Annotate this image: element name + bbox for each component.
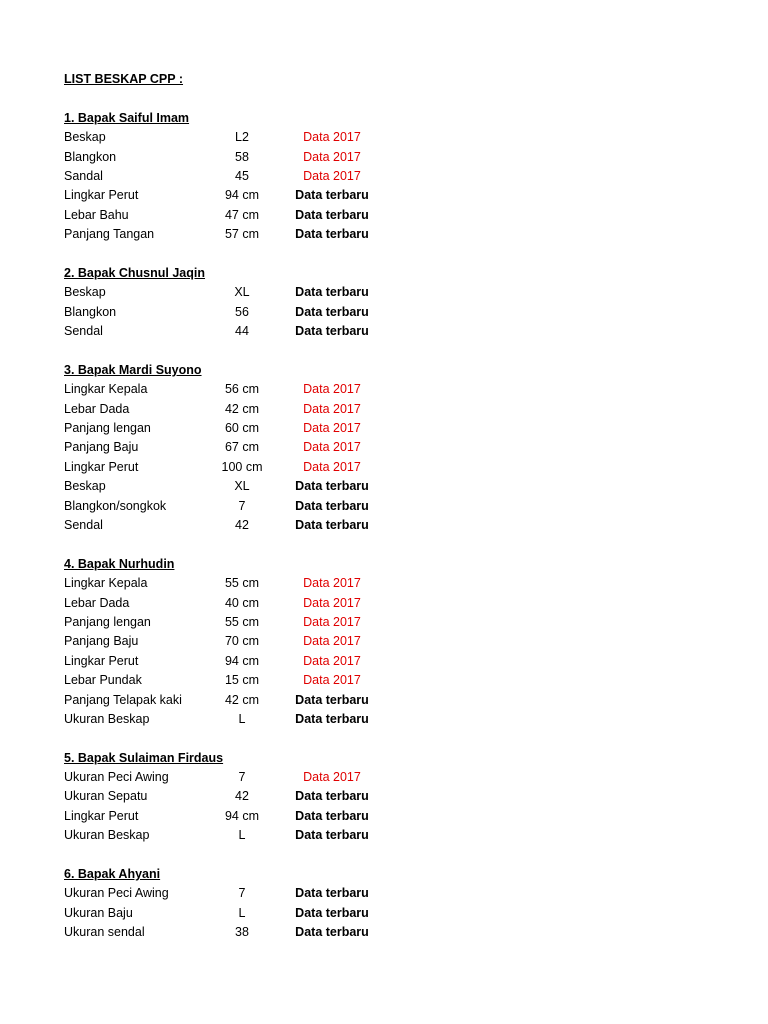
measurement-row xyxy=(64,477,404,496)
measurement-row xyxy=(64,458,404,477)
measurement-value: 7 xyxy=(238,498,246,513)
data-2017-note: Data 2017 xyxy=(303,440,361,455)
measurement-row xyxy=(64,438,404,457)
measurement-label: Ukuran Sepatu xyxy=(64,789,148,804)
measurement-value: 67 cm xyxy=(224,440,260,455)
document-title: LIST BESKAP CPP : xyxy=(64,72,184,86)
measurement-row xyxy=(64,516,404,535)
measurement-label: Lingkar Kepala xyxy=(64,382,148,397)
section-heading: 3. Bapak Mardi Suyono xyxy=(64,362,202,377)
data-latest-note: Data terbaru xyxy=(295,479,369,494)
data-2017-note: Data 2017 xyxy=(303,770,361,785)
measurement-value: L xyxy=(238,711,246,726)
measurement-row xyxy=(64,904,404,923)
measurement-label: Panjang Baju xyxy=(64,440,139,455)
data-2017-note: Data 2017 xyxy=(303,421,361,436)
measurement-label: Lingkar Perut xyxy=(64,808,139,823)
data-2017-note: Data 2017 xyxy=(303,149,361,164)
measurement-label: Beskap xyxy=(64,130,106,145)
data-latest-note: Data terbaru xyxy=(295,828,369,843)
data-latest-note: Data terbaru xyxy=(295,324,369,339)
measurement-label: Panjang Baju xyxy=(64,634,139,649)
section-spacer xyxy=(64,535,404,554)
data-latest-note: Data terbaru xyxy=(295,498,369,513)
measurement-label: Sendal xyxy=(64,517,103,532)
measurement-label: Lingkar Perut xyxy=(64,188,139,203)
measurement-row xyxy=(64,807,404,826)
data-latest-note: Data terbaru xyxy=(295,227,369,242)
measurement-row xyxy=(64,826,404,845)
data-2017-note: Data 2017 xyxy=(303,168,361,183)
measurement-label: Panjang lengan xyxy=(64,421,151,436)
measurement-row xyxy=(64,400,404,419)
section-spacer xyxy=(64,729,404,748)
measurement-value: 56 cm xyxy=(224,382,260,397)
section-heading: 1. Bapak Saiful Imam xyxy=(64,110,190,125)
measurement-row xyxy=(64,148,404,167)
measurement-row xyxy=(64,923,404,942)
measurement-row xyxy=(64,594,404,613)
measurement-value: L xyxy=(238,905,246,920)
section-spacer xyxy=(64,89,404,108)
measurement-row xyxy=(64,419,404,438)
data-latest-note: Data terbaru xyxy=(295,517,369,532)
data-latest-note: Data terbaru xyxy=(295,789,369,804)
measurement-label: Lebar Bahu xyxy=(64,207,129,222)
measurement-value: 40 cm xyxy=(224,595,260,610)
measurement-label: Sendal xyxy=(64,324,103,339)
section-heading: 2. Bapak Chusnul Jaqin xyxy=(64,265,206,280)
data-2017-note: Data 2017 xyxy=(303,401,361,416)
data-latest-note: Data terbaru xyxy=(295,207,369,222)
measurement-value: 38 xyxy=(235,925,249,940)
data-2017-note: Data 2017 xyxy=(303,614,361,629)
measurement-row xyxy=(64,283,404,302)
measurement-row xyxy=(64,380,404,399)
data-2017-note: Data 2017 xyxy=(303,595,361,610)
measurement-label: Panjang lengan xyxy=(64,614,151,629)
measurement-value: 58 xyxy=(235,149,249,164)
measurement-value: XL xyxy=(234,285,250,300)
measurement-label: Ukuran Baju xyxy=(64,905,133,920)
data-2017-note: Data 2017 xyxy=(303,130,361,145)
measurement-value: 15 cm xyxy=(224,673,260,688)
measurement-row xyxy=(64,128,404,147)
measurement-row xyxy=(64,322,404,341)
measurement-row xyxy=(64,671,404,690)
measurement-row xyxy=(64,768,404,787)
measurement-label: Lebar Pundak xyxy=(64,673,142,688)
measurement-label: Lingkar Perut xyxy=(64,653,139,668)
measurement-value: L2 xyxy=(235,130,249,145)
measurement-label: Blangkon/songkok xyxy=(64,498,167,513)
measurement-value: 44 xyxy=(235,324,249,339)
measurement-label: Lingkar Perut xyxy=(64,459,139,474)
measurement-value: 57 cm xyxy=(224,227,260,242)
section-spacer xyxy=(64,245,404,264)
measurement-value: 42 cm xyxy=(224,692,260,707)
measurement-row xyxy=(64,574,404,593)
section-heading: 6. Bapak Ahyani xyxy=(64,867,161,882)
section-spacer xyxy=(64,846,404,865)
measurement-label: Ukuran Peci Awing xyxy=(64,886,169,901)
measurement-label: Lebar Dada xyxy=(64,401,130,416)
measurement-value: 60 cm xyxy=(224,421,260,436)
measurement-label: Ukuran Beskap xyxy=(64,711,150,726)
measurement-value: 42 cm xyxy=(224,401,260,416)
sections-container xyxy=(64,89,404,942)
measurement-value: 56 xyxy=(235,304,249,319)
section-heading: 5. Bapak Sulaiman Firdaus xyxy=(64,750,224,765)
measurement-label: Beskap xyxy=(64,285,106,300)
measurement-row xyxy=(64,710,404,729)
measurement-row xyxy=(64,206,404,225)
measurement-label: Panjang Telapak kaki xyxy=(64,692,182,707)
measurement-row xyxy=(64,884,404,903)
measurement-value: 55 cm xyxy=(224,614,260,629)
data-2017-note: Data 2017 xyxy=(303,653,361,668)
measurement-row xyxy=(64,613,404,632)
measurement-value: 55 cm xyxy=(224,576,260,591)
measurement-value: 7 xyxy=(238,770,246,785)
measurement-row xyxy=(64,652,404,671)
measurement-value: 42 xyxy=(235,517,249,532)
data-latest-note: Data terbaru xyxy=(295,285,369,300)
measurement-value: L xyxy=(238,828,246,843)
data-2017-note: Data 2017 xyxy=(303,634,361,649)
data-2017-note: Data 2017 xyxy=(303,673,361,688)
data-latest-note: Data terbaru xyxy=(295,304,369,319)
measurement-value: 7 xyxy=(238,886,246,901)
measurement-row xyxy=(64,787,404,806)
data-2017-note: Data 2017 xyxy=(303,576,361,591)
measurement-row xyxy=(64,691,404,710)
measurement-label: Lebar Dada xyxy=(64,595,130,610)
measurement-row xyxy=(64,186,404,205)
measurement-label: Lingkar Kepala xyxy=(64,576,148,591)
measurement-row xyxy=(64,167,404,186)
measurement-label: Ukuran sendal xyxy=(64,925,145,940)
measurement-value: 70 cm xyxy=(224,634,260,649)
measurement-value: 94 cm xyxy=(224,188,260,203)
measurement-value: XL xyxy=(234,479,250,494)
measurement-label: Blangkon xyxy=(64,304,117,319)
measurement-value: 42 xyxy=(235,789,249,804)
measurement-value: 45 xyxy=(235,168,249,183)
data-latest-note: Data terbaru xyxy=(295,808,369,823)
measurement-value: 94 cm xyxy=(224,653,260,668)
data-latest-note: Data terbaru xyxy=(295,886,369,901)
measurement-row xyxy=(64,632,404,651)
measurement-label: Beskap xyxy=(64,479,106,494)
measurement-label: Ukuran Beskap xyxy=(64,828,150,843)
measurement-row xyxy=(64,225,404,244)
data-latest-note: Data terbaru xyxy=(295,188,369,203)
measurement-row xyxy=(64,303,404,322)
measurement-value: 47 cm xyxy=(224,207,260,222)
measurement-label: Sandal xyxy=(64,168,103,183)
document-body xyxy=(64,70,404,943)
data-2017-note: Data 2017 xyxy=(303,459,361,474)
data-latest-note: Data terbaru xyxy=(295,692,369,707)
measurement-label: Blangkon xyxy=(64,149,117,164)
measurement-label: Panjang Tangan xyxy=(64,227,155,242)
data-latest-note: Data terbaru xyxy=(295,905,369,920)
measurement-value: 94 cm xyxy=(224,808,260,823)
data-latest-note: Data terbaru xyxy=(295,711,369,726)
data-2017-note: Data 2017 xyxy=(303,382,361,397)
data-latest-note: Data terbaru xyxy=(295,925,369,940)
section-spacer xyxy=(64,341,404,360)
measurement-value: 100 cm xyxy=(221,459,263,474)
section-heading: 4. Bapak Nurhudin xyxy=(64,556,175,571)
measurement-label: Ukuran Peci Awing xyxy=(64,770,169,785)
measurement-row xyxy=(64,497,404,516)
